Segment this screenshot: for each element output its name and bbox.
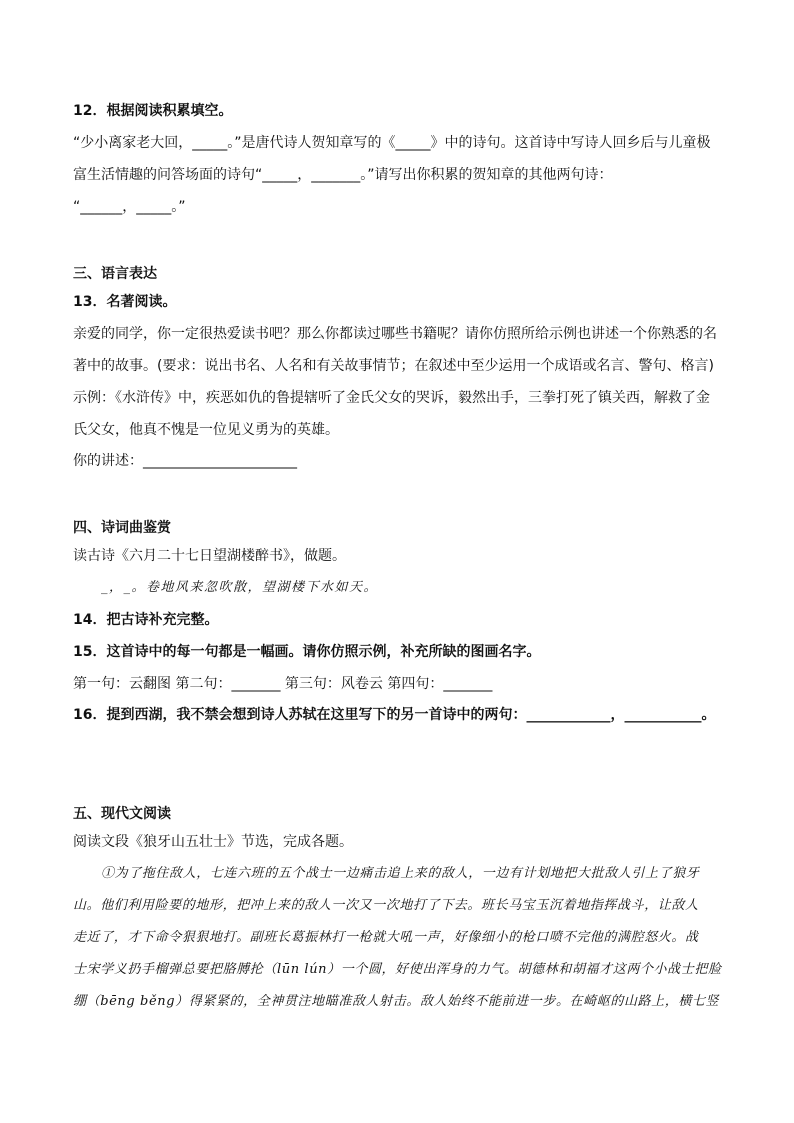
section-heading-modern-reading: 五、现代文阅读	[73, 806, 171, 822]
section-heading-language-expression: 三、语言表达	[73, 266, 157, 282]
q16-prompt: 16．提到西湖，我不禁会想到诗人苏轼在这里写下的另一首诗中的两句：____________，___________。	[73, 707, 716, 723]
poem-text: _，_。卷地风来忽吹散，望湖楼下水如天。	[101, 580, 379, 595]
q12-text-line3: “______，_____。”	[73, 199, 186, 215]
q13-paragraph-line1: 亲爱的同学，你一定很热爱读书吧？那么你都读过哪些书籍呢？请你仿照所给示例也讲述一个你熟悉的名	[73, 326, 717, 342]
q12-text-line1: “少小离家老大回，_____。”是唐代诗人贺知章写的《_____》中的诗句。这首诗中写诗人回乡后与儿童极	[73, 135, 711, 151]
poem-intro: 读古诗《六月二十七日望湖楼醉书》，做题。	[73, 548, 346, 564]
q13-prompt: 13．名著阅读。	[73, 294, 177, 310]
passage-line: 绷（bēng běng）得紧紧的，全神贯注地瞄准敌人射击。敌人始终不能前进一步。在崎岖的山路上，横七竖	[73, 994, 720, 1009]
reading-intro: 阅读文段《狼牙山五壮士》节选，完成各题。	[73, 834, 353, 850]
passage-line: ①为了拖住敌人，七连六班的五个战士一边痛击追上来的敌人，一边有计划地把大批敌人引上了狼牙	[101, 866, 700, 881]
q12-prompt: 12．根据阅读积累填空。	[73, 103, 233, 119]
q15-answers: 第一句：云翻图 第二句：_______ 第三句：风卷云 第四句：_______	[73, 676, 493, 692]
q13-answer-line: 你的讲述：______________________	[73, 453, 297, 469]
q12-text-line2: 富生活情趣的问答场面的诗句“_____，_______。”请写出你积累的贺知章的其他两句诗：	[73, 167, 613, 183]
passage-line: 走近了，才下命令狠狠地打。副班长葛振林打一枪就大吼一声，好像细小的枪口喷不完他的满腔怒火。战	[73, 930, 699, 945]
q15-prompt: 15．这首诗中的每一句都是一幅画。请你仿照示例，补充所缺的图画名字。	[73, 644, 541, 660]
section-heading-poetry: 四、诗词曲鉴赏	[73, 520, 171, 536]
q13-paragraph-line2: 著中的故事。(要求：说出书名、人名和有关故事情节；在叙述中至少运用一个成语或名言、警句、格言)	[73, 358, 714, 374]
q13-example-line2: 氏父女，他真不愧是一位见义勇为的英雄。	[73, 422, 339, 438]
passage-line: 士宋学义扔手榴弹总要把胳膊抡（lūn lún）一个圆，好使出浑身的力气。胡德林和胡福才这两个小战士把脸	[73, 962, 722, 977]
passage-line: 山。他们利用险要的地形，把冲上来的敌人一次又一次地打了下去。班长马宝玉沉着地指挥战斗，让敌人	[73, 898, 699, 913]
q13-example-line1: 示例：《水浒传》中，疾恶如仇的鲁提辖听了金氏父女的哭诉，毅然出手，三拳打死了镇关西，解救了金	[73, 390, 710, 406]
q14-prompt: 14．把古诗补充完整。	[73, 612, 219, 628]
